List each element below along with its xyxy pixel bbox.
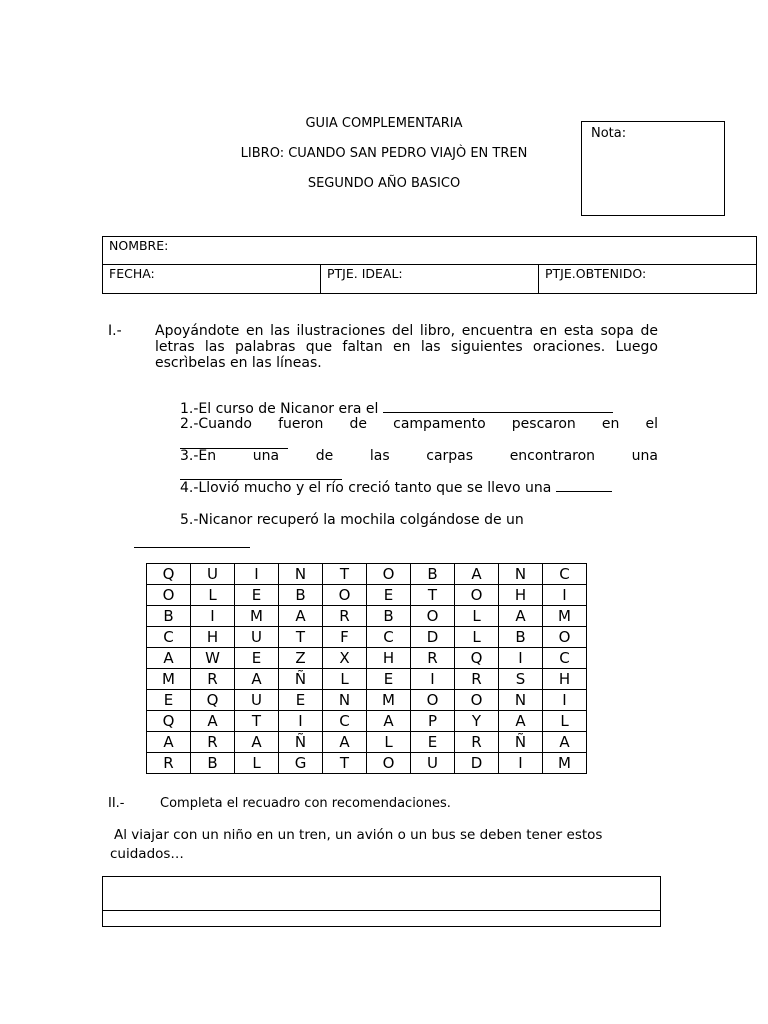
fecha-label: FECHA: [109, 266, 155, 281]
grid-cell[interactable]: N [499, 690, 543, 711]
grid-cell[interactable]: O [323, 585, 367, 606]
grid-cell[interactable]: I [411, 669, 455, 690]
grid-cell[interactable]: L [367, 732, 411, 753]
grid-cell[interactable]: B [367, 606, 411, 627]
grid-cell[interactable]: E [411, 732, 455, 753]
grid-cell[interactable]: N [499, 564, 543, 585]
nombre-label: NOMBRE: [109, 238, 169, 253]
grid-cell[interactable]: M [367, 690, 411, 711]
grid-cell[interactable]: Y [455, 711, 499, 732]
grid-cell[interactable]: B [147, 606, 191, 627]
grid-cell[interactable]: U [411, 753, 455, 774]
grid-cell[interactable]: D [455, 753, 499, 774]
grid-cell[interactable]: I [543, 585, 587, 606]
grid-cell[interactable]: C [543, 564, 587, 585]
grid-cell[interactable]: A [367, 711, 411, 732]
grid-cell[interactable]: L [455, 606, 499, 627]
grid-cell[interactable]: R [455, 732, 499, 753]
recommendations-box[interactable] [102, 876, 661, 927]
grid-cell[interactable]: N [279, 564, 323, 585]
grid-cell[interactable]: L [543, 711, 587, 732]
grid-cell[interactable]: G [279, 753, 323, 774]
recommendations-divider [103, 910, 660, 911]
grid-cell[interactable]: R [147, 753, 191, 774]
grid-cell[interactable]: Q [147, 564, 191, 585]
grid-cell[interactable]: X [323, 648, 367, 669]
ptje-ideal-field[interactable] [320, 265, 538, 293]
section2-number: II.- [108, 796, 125, 811]
grid-cell[interactable]: O [147, 585, 191, 606]
grid-cell[interactable]: L [191, 585, 235, 606]
grid-cell[interactable]: I [499, 753, 543, 774]
grid-cell[interactable]: I [191, 606, 235, 627]
section1-instruction: Apoyándote en las ilustraciones del libro, encuentra en esta sopa de letras las palabras que faltan en las siguientes oraciones. Luego escrìbelas en las líneas. [155, 323, 658, 371]
grid-cell[interactable]: H [499, 585, 543, 606]
sentence-3-text: 3.-En una de las carpas encontraron una [180, 448, 658, 464]
grid-cell[interactable]: A [499, 606, 543, 627]
grid-cell[interactable]: O [411, 690, 455, 711]
grid-row [147, 648, 587, 669]
grid-cell[interactable]: O [455, 585, 499, 606]
grid-cell[interactable]: U [235, 627, 279, 648]
sentence-1 [180, 400, 658, 417]
book-title: LIBRO: CUANDO SAN PEDRO VIAJÒ EN TREN [240, 146, 528, 161]
sentence-1-text: 1.-El curso de Nicanor era el [180, 401, 379, 417]
grid-cell[interactable]: A [147, 648, 191, 669]
grid-cell[interactable]: O [543, 627, 587, 648]
grid-cell[interactable]: I [235, 564, 279, 585]
grid-cell[interactable]: A [191, 711, 235, 732]
grid-cell[interactable]: E [367, 585, 411, 606]
grid-cell[interactable]: E [235, 585, 279, 606]
nombre-row [103, 237, 756, 265]
answer-blank-4[interactable] [556, 479, 612, 492]
grid-row [147, 669, 587, 690]
grid-cell[interactable]: Ñ [279, 732, 323, 753]
grid-cell[interactable]: H [367, 648, 411, 669]
grid-cell[interactable]: B [279, 585, 323, 606]
answer-blank-5[interactable] [134, 535, 250, 548]
sentence-5-text: 5.-Nicanor recuperó la mochila colgándose de un [180, 512, 524, 528]
grid-cell[interactable]: Q [147, 711, 191, 732]
grid-cell[interactable]: I [499, 648, 543, 669]
grid-cell[interactable]: A [147, 732, 191, 753]
grid-cell[interactable]: M [543, 753, 587, 774]
guide-title: GUIA COMPLEMENTARIA [305, 116, 463, 131]
grid-cell[interactable]: A [543, 732, 587, 753]
word-search-grid [146, 563, 587, 774]
section2-prompt-line1: Al viajar con un niño en un tren, un avión o un bus se deben tener estos [114, 827, 603, 843]
grid-cell[interactable]: B [499, 627, 543, 648]
sentence-4 [180, 479, 658, 496]
grid-cell[interactable]: L [323, 669, 367, 690]
grid-cell[interactable]: H [191, 627, 235, 648]
fecha-field[interactable] [103, 265, 320, 293]
grid-cell[interactable]: T [235, 711, 279, 732]
grid-cell[interactable]: C [323, 711, 367, 732]
grade-label: SEGUNDO AÑO BASICO [307, 176, 461, 191]
grid-row [147, 753, 587, 774]
ptje-obtenido-label: PTJE.OBTENIDO: [545, 266, 647, 281]
grid-row [147, 606, 587, 627]
grid-cell[interactable]: S [499, 669, 543, 690]
sentence-2-text: 2.-Cuando fueron de campamento pescaron en el [180, 416, 658, 432]
student-info-table [102, 236, 757, 294]
grid-cell[interactable]: O [367, 564, 411, 585]
grid-cell[interactable]: U [191, 564, 235, 585]
grid-row [147, 732, 587, 753]
grid-cell[interactable]: B [191, 753, 235, 774]
grid-cell[interactable]: N [323, 690, 367, 711]
grid-cell[interactable]: C [543, 648, 587, 669]
grid-cell[interactable]: O [455, 690, 499, 711]
grid-cell[interactable]: A [235, 732, 279, 753]
grid-row [147, 564, 587, 585]
sentence-4-text: 4.-Llovió mucho y el río creció tanto que se llevo una [180, 480, 552, 496]
grid-cell[interactable]: D [411, 627, 455, 648]
grid-cell[interactable]: O [367, 753, 411, 774]
grid-cell[interactable]: M [147, 669, 191, 690]
grid-cell[interactable]: T [411, 585, 455, 606]
section2-instruction: Completa el recuadro con recomendaciones. [160, 796, 451, 811]
nota-label: Nota: [591, 126, 627, 141]
section1-number: I.- [108, 323, 122, 339]
grid-cell[interactable]: I [279, 711, 323, 732]
answer-blank-1[interactable] [383, 400, 613, 413]
grid-cell[interactable]: C [367, 627, 411, 648]
grid-cell[interactable]: A [499, 711, 543, 732]
grid-cell[interactable]: F [323, 627, 367, 648]
grid-cell[interactable]: R [455, 669, 499, 690]
grid-cell[interactable]: E [147, 690, 191, 711]
grid-cell[interactable]: L [235, 753, 279, 774]
grid-cell[interactable]: R [411, 648, 455, 669]
grid-cell[interactable]: T [279, 627, 323, 648]
grid-cell[interactable]: Ñ [499, 732, 543, 753]
score-row [103, 265, 756, 293]
ptje-obtenido-field[interactable] [538, 265, 756, 293]
grid-cell[interactable]: M [235, 606, 279, 627]
grid-cell[interactable]: P [411, 711, 455, 732]
grid-cell[interactable]: E [367, 669, 411, 690]
grid-row [147, 690, 587, 711]
ptje-ideal-label: PTJE. IDEAL: [327, 266, 403, 281]
grid-cell[interactable]: E [279, 690, 323, 711]
grid-cell[interactable]: I [543, 690, 587, 711]
nota-box[interactable] [581, 121, 725, 216]
grid-cell[interactable]: R [323, 606, 367, 627]
grid-row [147, 711, 587, 732]
grid-cell[interactable]: A [323, 732, 367, 753]
section2-prompt-line2: cuidados… [110, 846, 184, 862]
grid-cell[interactable]: Ñ [279, 669, 323, 690]
grid-cell[interactable]: A [279, 606, 323, 627]
grid-cell[interactable]: H [543, 669, 587, 690]
grid-row [147, 627, 587, 648]
grid-cell[interactable]: T [323, 753, 367, 774]
grid-cell[interactable]: Q [191, 690, 235, 711]
nombre-field[interactable] [103, 237, 756, 264]
grid-cell[interactable]: L [455, 627, 499, 648]
grid-cell[interactable]: R [191, 732, 235, 753]
grid-cell[interactable]: Z [279, 648, 323, 669]
grid-cell[interactable]: U [235, 690, 279, 711]
grid-cell[interactable]: W [191, 648, 235, 669]
grid-row [147, 585, 587, 606]
grid-cell[interactable]: A [235, 669, 279, 690]
grid-cell[interactable]: B [411, 564, 455, 585]
grid-cell[interactable]: M [543, 606, 587, 627]
grid-cell[interactable]: O [411, 606, 455, 627]
grid-cell[interactable]: T [323, 564, 367, 585]
grid-cell[interactable]: C [147, 627, 191, 648]
grid-cell[interactable]: R [191, 669, 235, 690]
grid-cell[interactable]: Q [455, 648, 499, 669]
grid-cell[interactable]: E [235, 648, 279, 669]
grid-cell[interactable]: A [455, 564, 499, 585]
